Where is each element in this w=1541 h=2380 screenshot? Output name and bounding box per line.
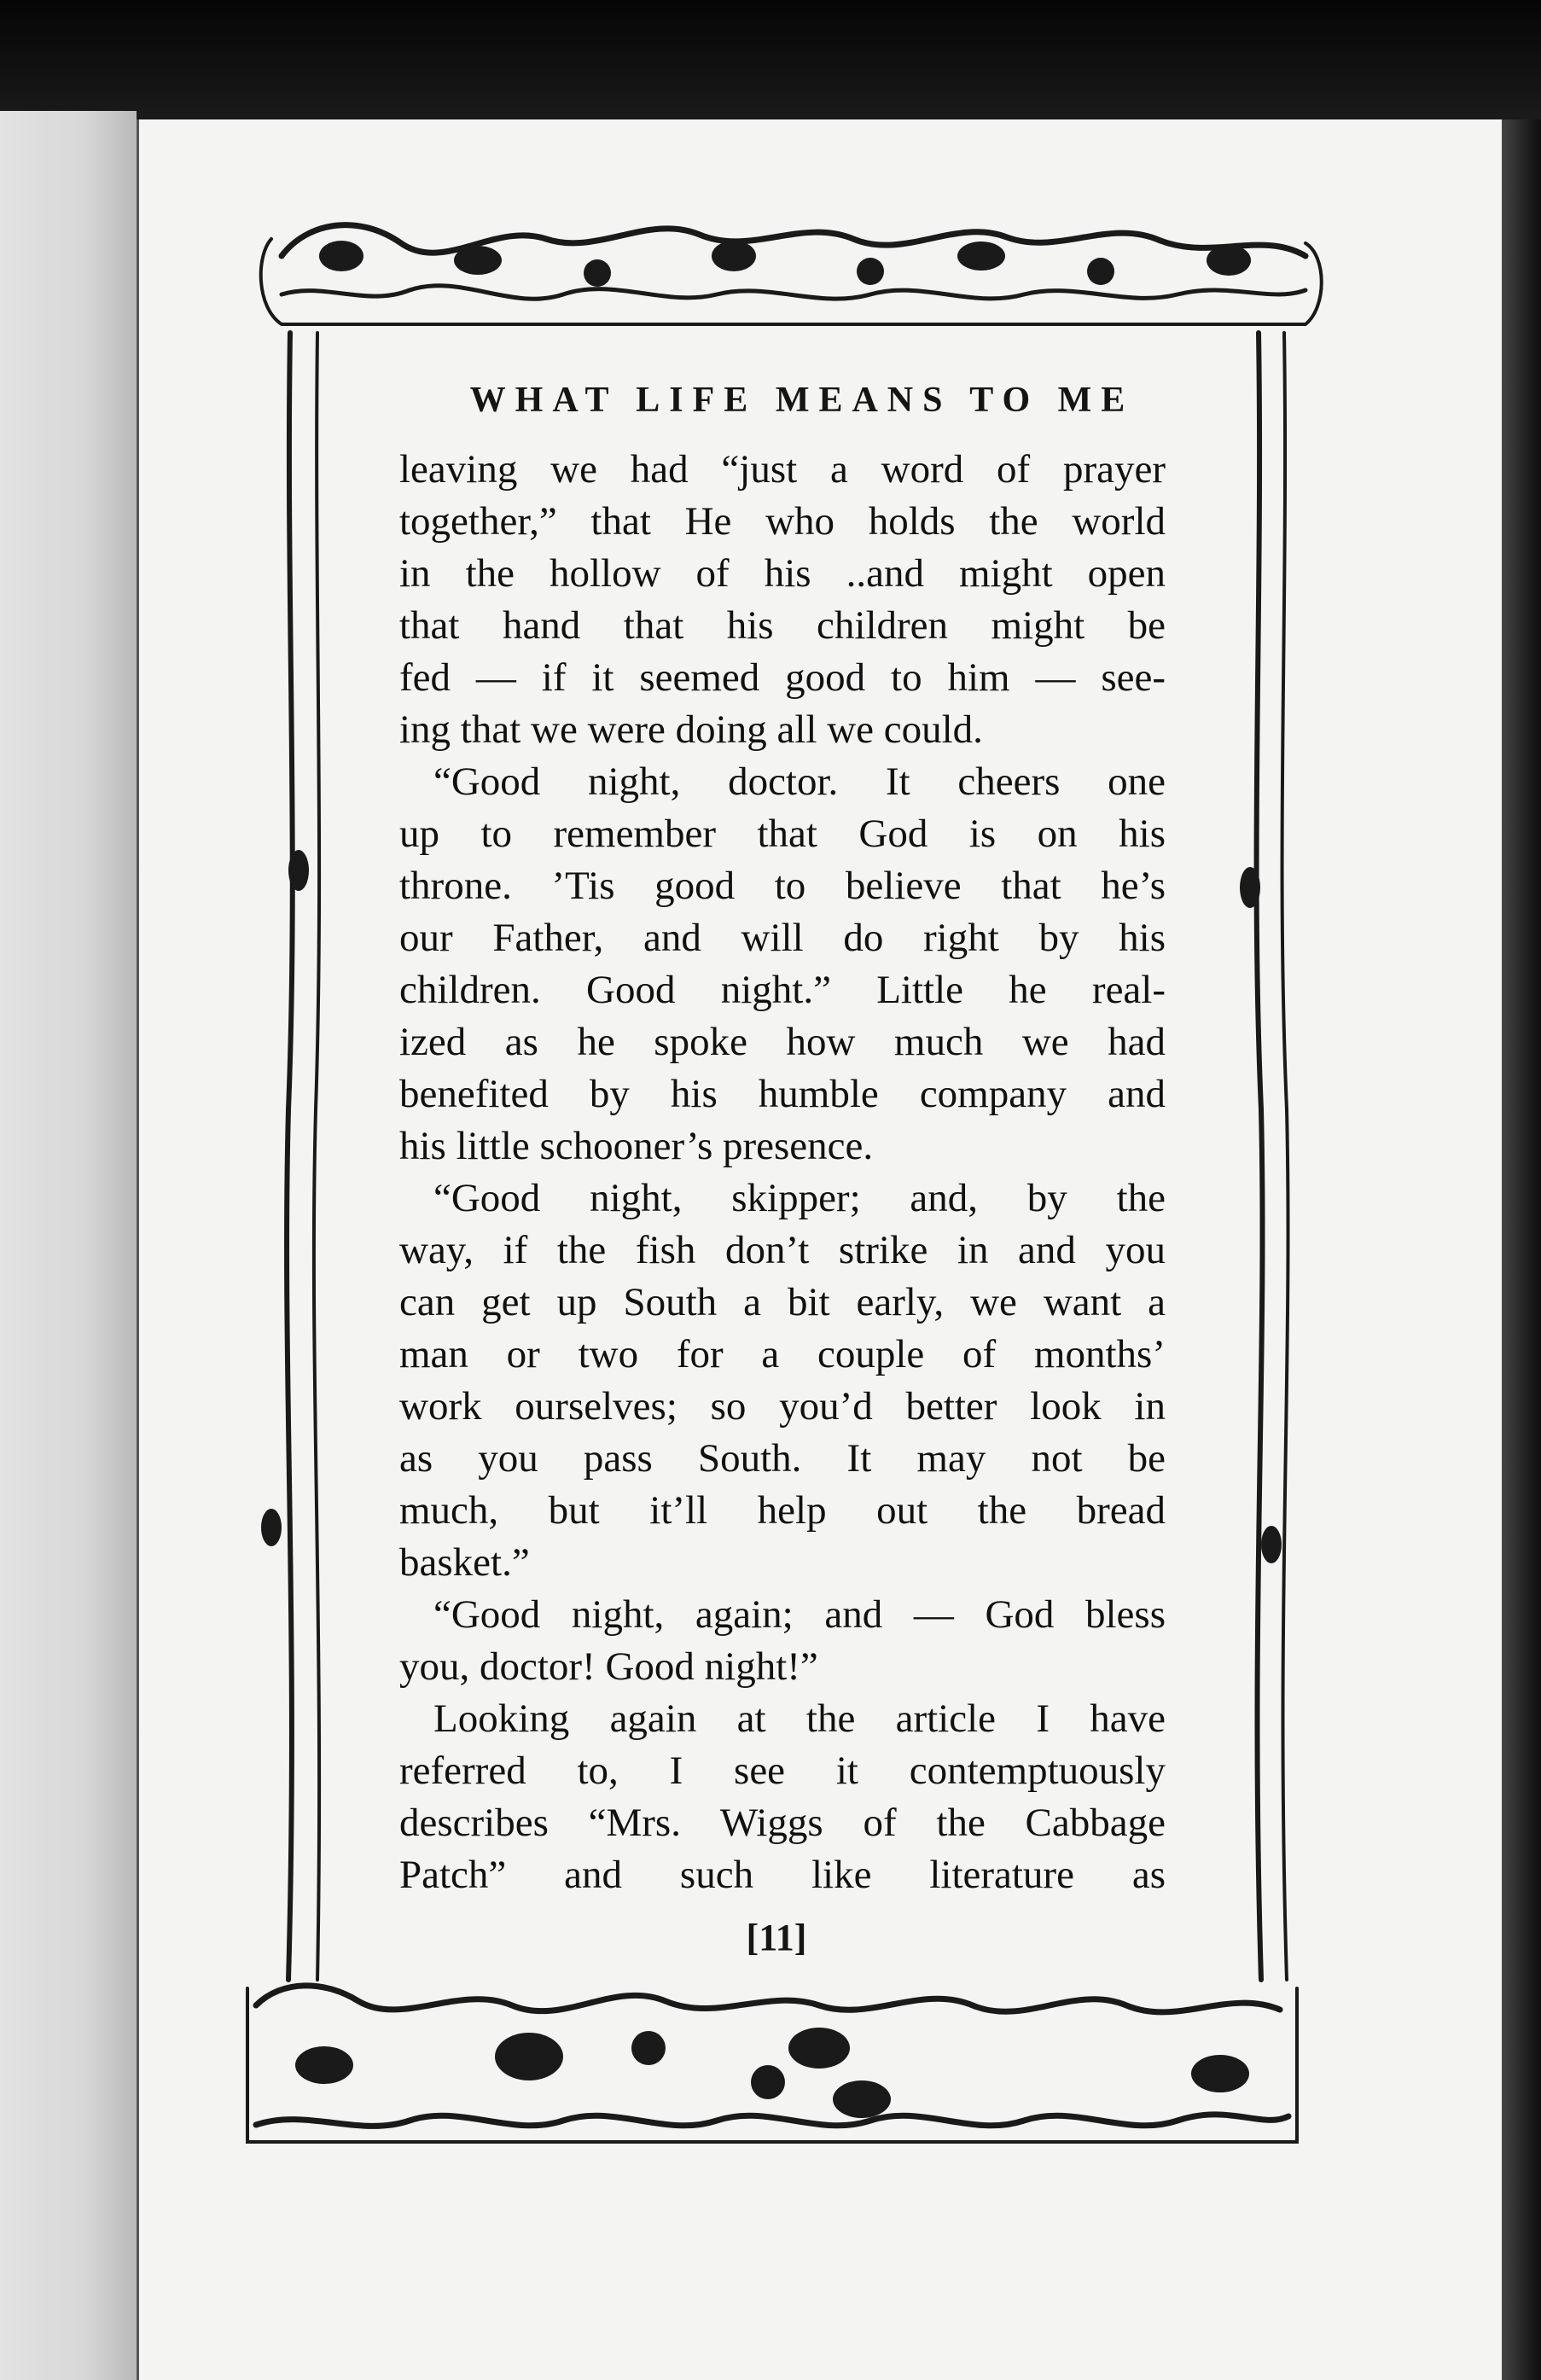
body-text [399,444,1166,1901]
text-line: man or two for a couple of months’ [399,1332,1166,1376]
text-line: that hand that his children might be [399,603,1166,648]
text-line: “Good night, skipper; and, by the [433,1176,1166,1220]
text-line: leaving we had “just a word of prayer [399,447,1166,492]
text-line: together,” that He who holds the world [399,499,1166,544]
left-vine-border-icon [287,333,319,1980]
text-line: children. Good night.” Little he real- [399,968,1166,1012]
text-line: work ourselves; so you’d better look in [399,1384,1166,1429]
text-line: way, if the fish don’t strike in and you [399,1228,1166,1272]
text-line: our Father, and will do right by his [399,916,1166,960]
text-line: ized as he spoke how much we had [399,1020,1166,1064]
text-line: referred to, I see it contemptuously [399,1749,1166,1793]
text-line: much, but it’ll help out the bread [399,1488,1166,1533]
text-line: as you pass South. It may not be [399,1436,1166,1481]
text-line: can get up South a bit early, we want a [399,1280,1166,1324]
top-floral-border-icon [261,225,1322,324]
right-vine-border-icon [1257,333,1288,1980]
running-head: WHAT LIFE MEANS TO ME [469,381,1135,420]
text-line: Looking again at the article I have [433,1696,1166,1741]
text-line: benefited by his humble company and [399,1072,1166,1116]
text-line: up to remember that God is on his [399,812,1166,856]
text-line: “Good night, doctor. It cheers one [433,759,1166,804]
text-line: Patch” and such like literature as [399,1853,1166,1897]
text-line: throne. ’Tis good to believe that he’s [399,864,1166,908]
text-line: his little schooner’s presence. [399,1124,874,1168]
text-line: you, doctor! Good night!” [399,1644,818,1689]
page-number: [11] [746,1917,807,1958]
text-line: describes “Mrs. Wiggs of the Cabbage [399,1801,1166,1845]
text-line: ing that we were doing all we could. [399,707,983,752]
bottom-floral-border-icon [247,1986,1297,2142]
text-line: in the hollow of his ..and might open [399,551,1166,596]
text-line: fed — if it seemed good to him — see- [399,655,1166,700]
text-line: basket.” [399,1540,530,1585]
text-line: “Good night, again; and — God bless [433,1592,1166,1637]
